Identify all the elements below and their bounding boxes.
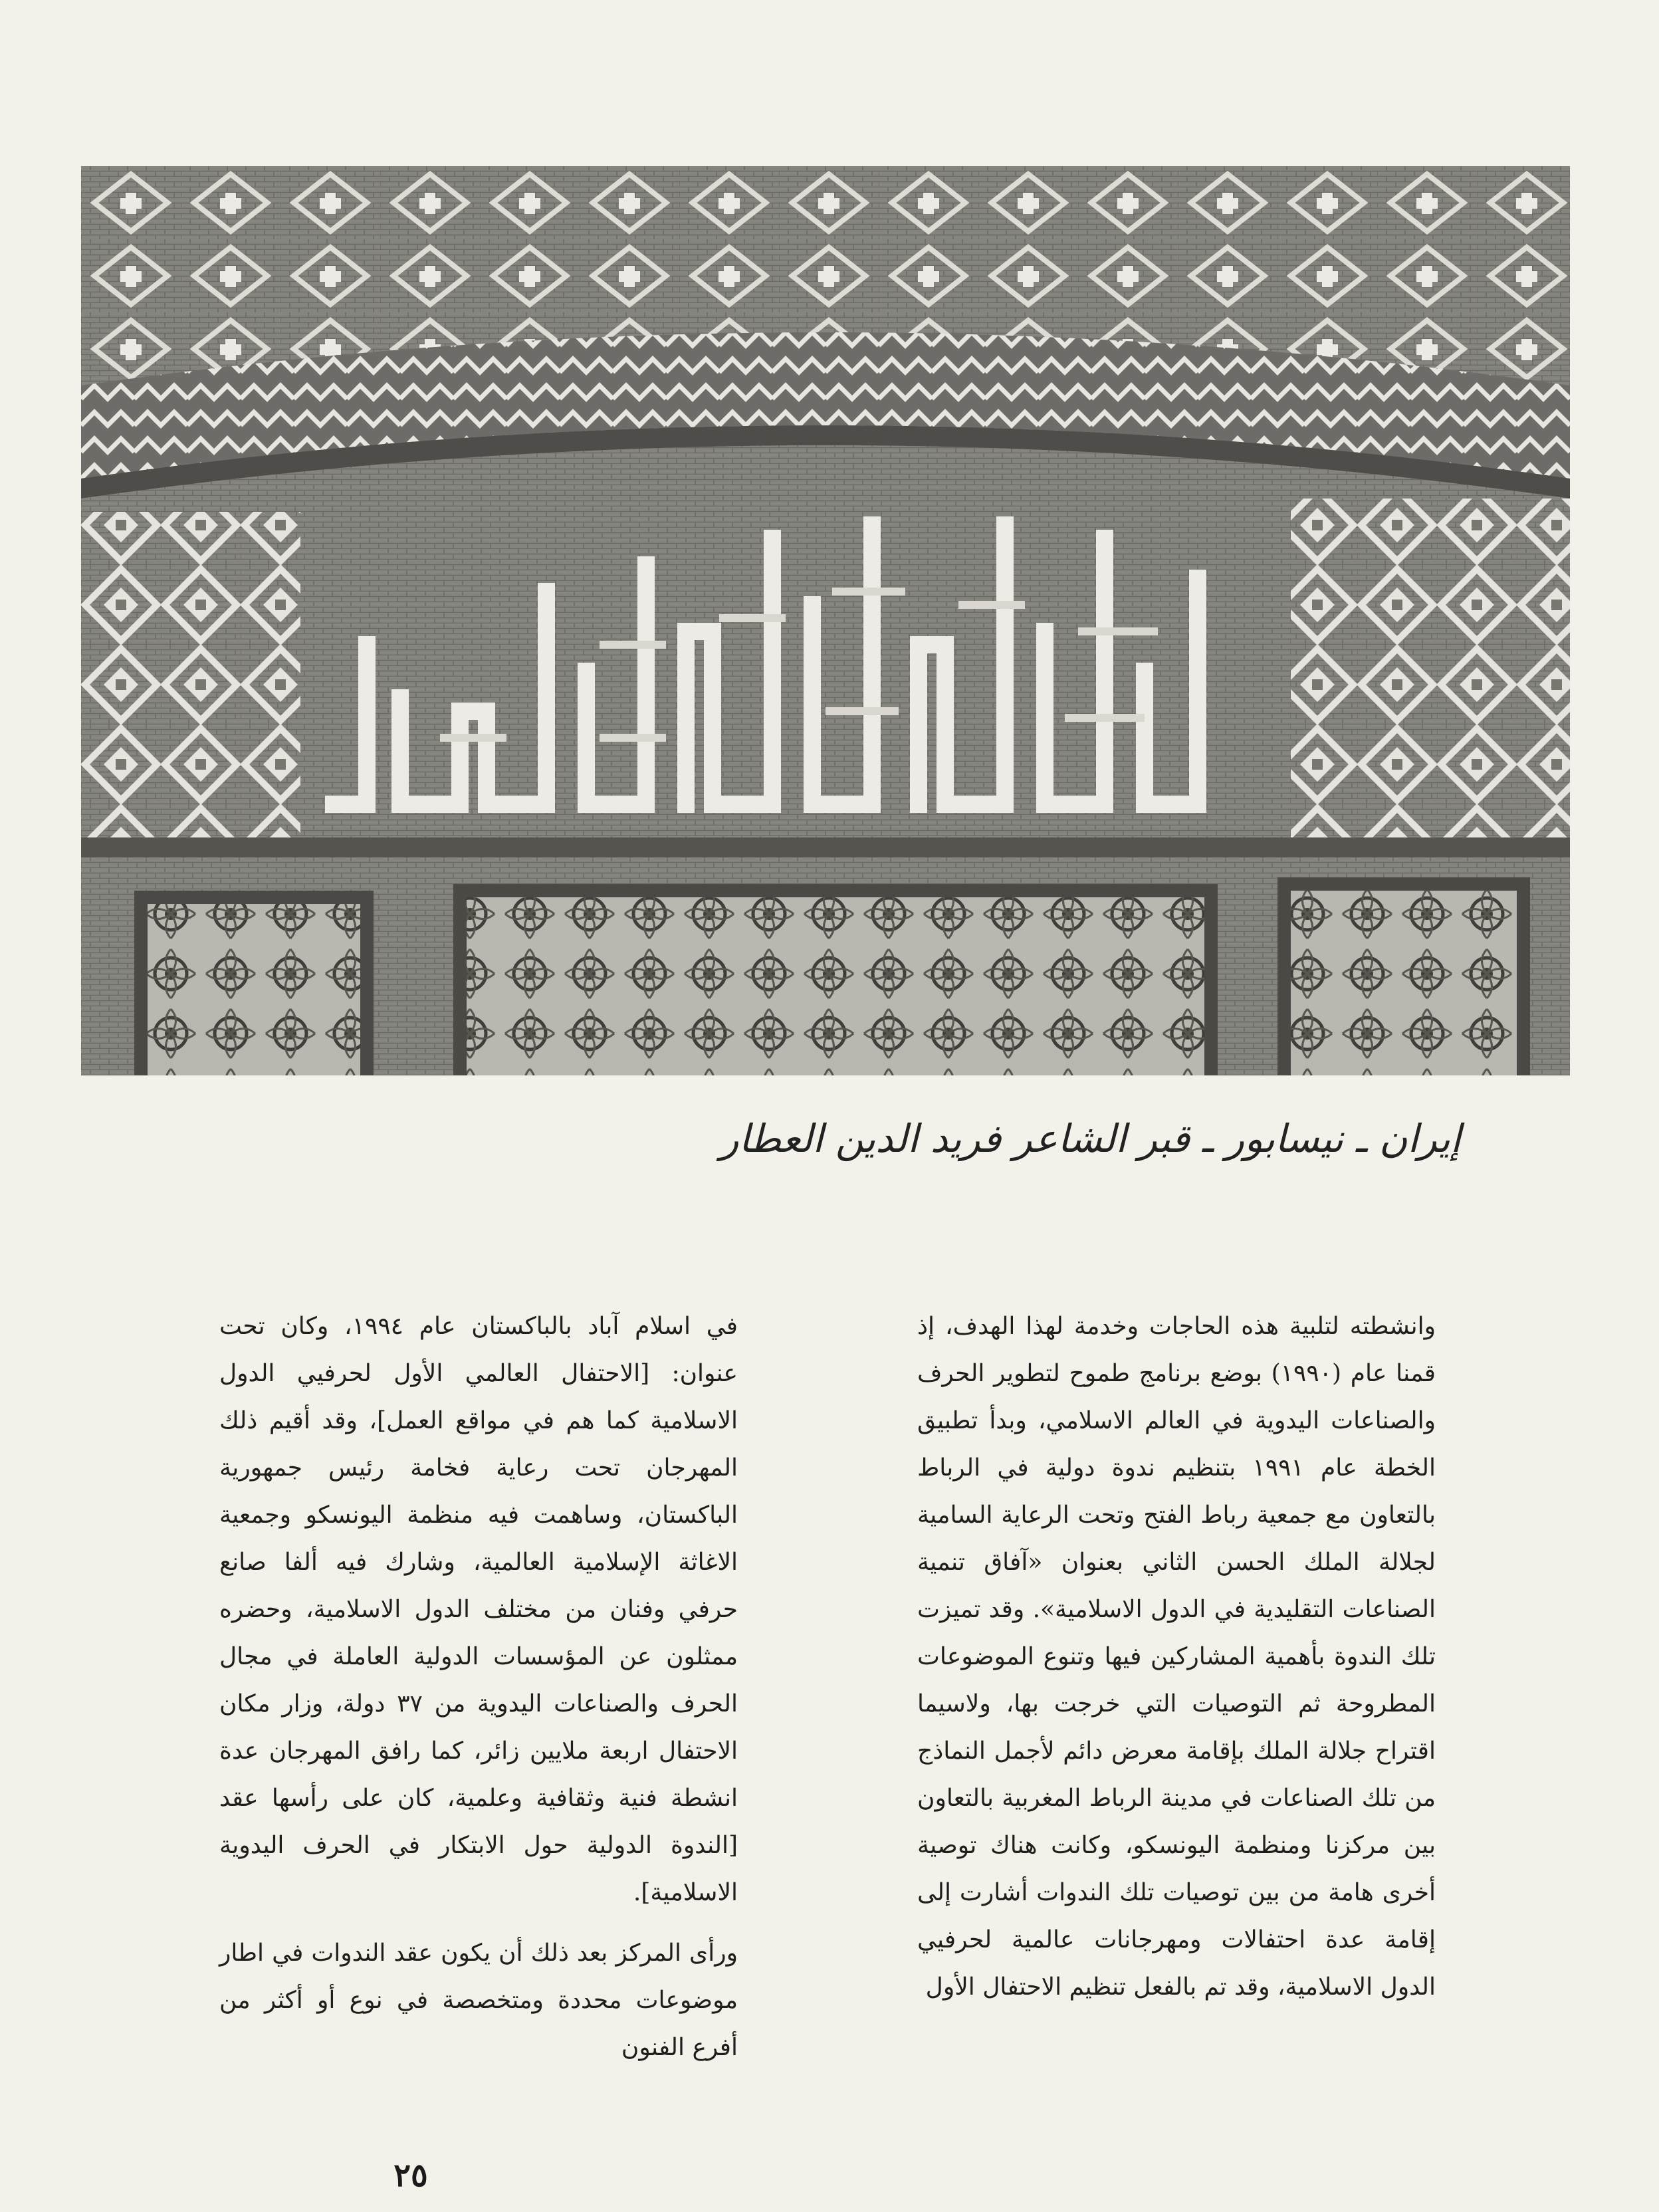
text-column-left: [219, 1303, 738, 2100]
paragraph: وانشطته لتلبية هذه الحاجات وخدمة لهذا الهدف، إذ قمنا عام (١٩٩٠) بوضع برنامج طموح لتطوير الحرف والصناعات اليدوية في العالم الاسلامي، وبدأ تطبيق الخطة عام ١٩٩١ بتنظيم ندوة دولية في الرباط بالتعاون مع جمعية رباط الفتح وتحت الرعاية السامية لجلالة الملك الحسن الثاني بعنوان «آفاق تنمية الصناعات التقليدية في الدول الاسلامية». وقد تميزت تلك الندوة بأهمية المشاركين فيها وتنوع الموضوعات المطروحة ثم التوصيات التي خرجت بها، ولاسيما اقتراح جلالة الملك بإقامة معرض دائم لأجمل النماذج من تلك الصناعات في مدينة الرباط المغربية بالتعاون بين مركزنا ومنظمة اليونسكو، وكانت هناك توصية أخرى هامة من بين توصيات تلك الندوات أشارت إلى إقامة عدة احتفالات ومهرجانات عالمية لحرفيي الدول الاسلامية، وقد تم بالفعل تنظيم الاحتفال الأول: [917, 1313, 1436, 2001]
page-number: ٢٥: [393, 2157, 428, 2194]
paragraph: في اسلام آباد بالباكستان عام ١٩٩٤، وكان تحت عنوان: [الاحتفال العالمي الأول لحرفيي الدول الاسلامية كما هم في مواقع العمل]، وقد أقيم ذلك المهرجان تحت رعاية فخامة رئيس جمهورية الباكستان، وساهمت فيه منظمة اليونسكو وجمعية الاغاثة الإسلامية العالمية، وشارك فيه ألفا صانع حرفي وفنان من مختلف الدول الاسلامية، وحضره ممثلون عن المؤسسات الدولية العاملة في مجال الحرف والصناعات اليدوية من ٣٧ دولة، وزار مكان الاحتفال اربعة ملايين زائر، كما رافق المهرجان عدة انشطة فنية وثقافية وعلمية، كان على رأسها عقد [الندوة الدولية حول الابتكار في الحرف اليدوية الاسلامية].: [219, 1313, 738, 1906]
paragraph: ورأى المركز بعد ذلك أن يكون عقد الندوات في اطار موضوعات محددة ومتخصصة في نوع أو أكثر من أفرع الفنون: [219, 1939, 738, 2061]
text-column-right: [917, 1303, 1436, 2100]
photo-caption: إيران ـ نيسابور ـ قبر الشاعر فريد الدين العطار: [720, 1116, 1461, 1161]
tilework-photograph-icon: [81, 166, 1570, 1075]
tilework-photograph: [81, 166, 1570, 1075]
